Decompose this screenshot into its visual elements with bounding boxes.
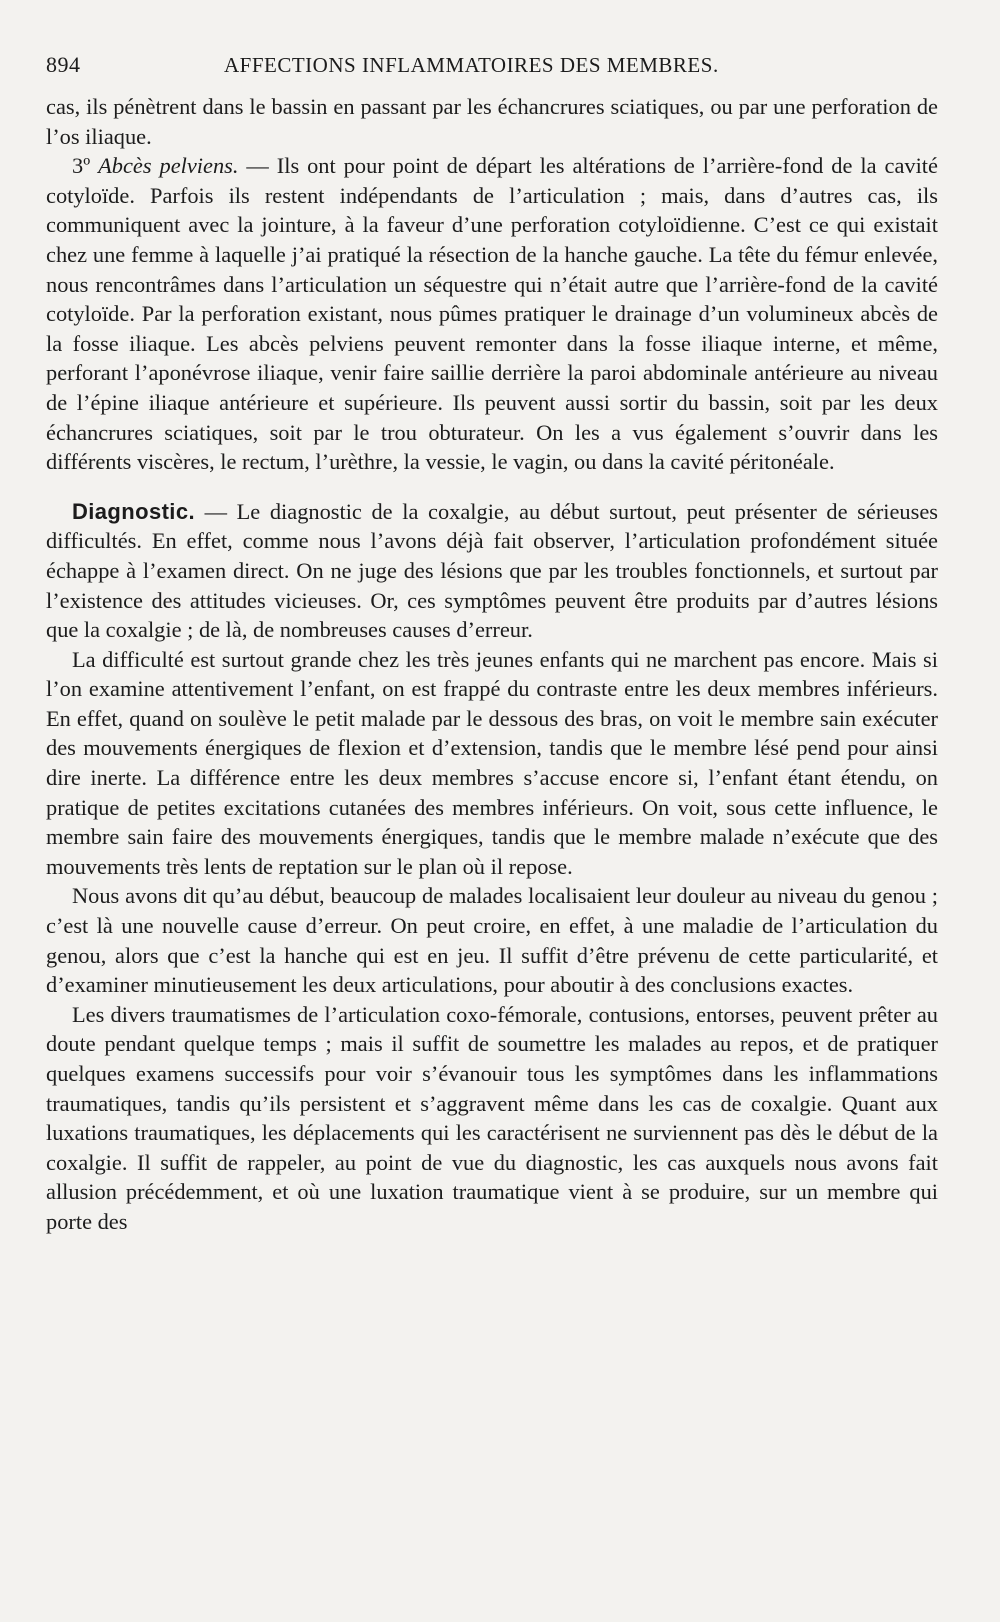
paragraph-genou: Nous avons dit qu’au début, beaucoup de malades localisaient leur douleur au niveau du genou ; c’est là une nouvelle cause d’erreur. On peut croire, en effet, à une maladie de l’articulation du genou, alors que c’est la hanche qui est en jeu. Il suffit d’être prévenu de cette particularité, et d’examiner minutieusement les deux articulations, pour aboutir à des conclusions exactes. <box>46 883 938 998</box>
paragraph-jeunes-enfants: La difficulté est surtout grande chez les très jeunes enfants qui ne marchent pas encore. Mais si l’on examine attentivement l’enfant, on est frappé du contraste entre les deux membres inférieurs. En effet, quand on soulève le petit malade par le dessous des bras, on voit le membre sain exécuter des mouvements énergiques de flexion et d’extension, tandis que le membre lésé pend pour ainsi dire inerte. La différence entre les deux membres s’accuse encore si, l’enfant étant étendu, on pratique de petites excitations cutanées des membres inférieurs. On voit, sous cette influence, le membre sain faire des mouvements énergiques, tandis que le membre malade n’exécute que des mouvements très lents de reptation sur le plan où il repose. <box>46 646 938 879</box>
paragraph-abces-pelviens <box>46 151 938 477</box>
body-text <box>46 92 938 1237</box>
item-number: 3º <box>72 153 99 179</box>
page-number: 894 <box>46 52 81 77</box>
paragraph-text: — Ils ont pour point de départ les altérations de l’arrière-fond de la cavité cotyloïde. Parfois ils restent indépendants de l’articulation ; mais, dans d’autres cas, ils communiquent avec la jointure, à la faveur d’une perforation cotyloïdienne. C’est ce qui existait chez une femme à laquelle j’ai pratiqué la résection de la hanche gauche. La tête du fémur enlevée, nous rencontrâmes dans l’articulation un séquestre qui n’était autre que l’arrière-fond de la cavité cotyloïde. Par la perforation existant, nous pûmes pratiquer le drainage d’un volumineux abcès de la fosse iliaque. Les abcès pelviens peuvent remonter dans la fosse iliaque interne, et même, perforant l’aponévrose iliaque, venir faire saillie derrière la paroi abdominale antérieure au niveau de l’épine iliaque antérieure et supérieure. Ils peuvent aussi sortir du bassin, soit par les deux échancrures sciatiques, soit par le trou obturateur. On les a vus également s’ouvrir dans les différents viscères, le rectum, l’urèthre, la vessie, le vagin, ou dans la cavité péritonéale. <box>46 153 938 475</box>
paragraph-traumatismes: Les divers traumatismes de l’articulation coxo-fémorale, contusions, entorses, peuvent prêter au doute pendant quelque temps ; mais il suffit de soumettre les malades au repos, et de pratiquer quelques examens successifs pour voir s’évanouir tous les symptômes dans les inflammations traumatiques, tandis qu’ils persistent et s’aggravent même dans les cas de coxalgie. Quant aux luxations traumatiques, les déplacements qui les caractérisent ne surviennent pas dès le début de la coxalgie. Il suffit de rappeler, au point de vue du diagnostic, les cas auxquels nous avons fait allusion précédemment, et où une luxation traumatique vient à se produire, sur un membre qui porte des <box>46 1001 938 1234</box>
running-head <box>46 52 938 92</box>
running-title: AFFECTIONS INFLAMMATOIRES DES MEMBRES. <box>224 53 719 77</box>
subsection-title: Abcès pelviens. <box>98 153 239 179</box>
paragraph-continuation: cas, ils pénètrent dans le bassin en passant par les échancrures sciatiques, ou par une perforation de l’os iliaque. <box>46 94 938 149</box>
book-page <box>46 52 938 1237</box>
section-heading-diagnostic: Diagnostic. <box>72 498 195 524</box>
paragraph-text: — Le diagnostic de la coxalgie, au début surtout, peut présenter de sérieuses difficultés. En effet, comme nous l’avons déjà fait observer, l’articulation profondément située échappe à l’examen direct. On ne juge des lésions que par les troubles fonctionnels, et surtout par l’existence des attitudes vicieuses. Or, ces symptômes peuvent être produits par d’autres lésions que la coxalgie ; de là, de nombreuses causes d’erreur. <box>46 498 938 643</box>
paragraph-diagnostic <box>46 497 938 645</box>
